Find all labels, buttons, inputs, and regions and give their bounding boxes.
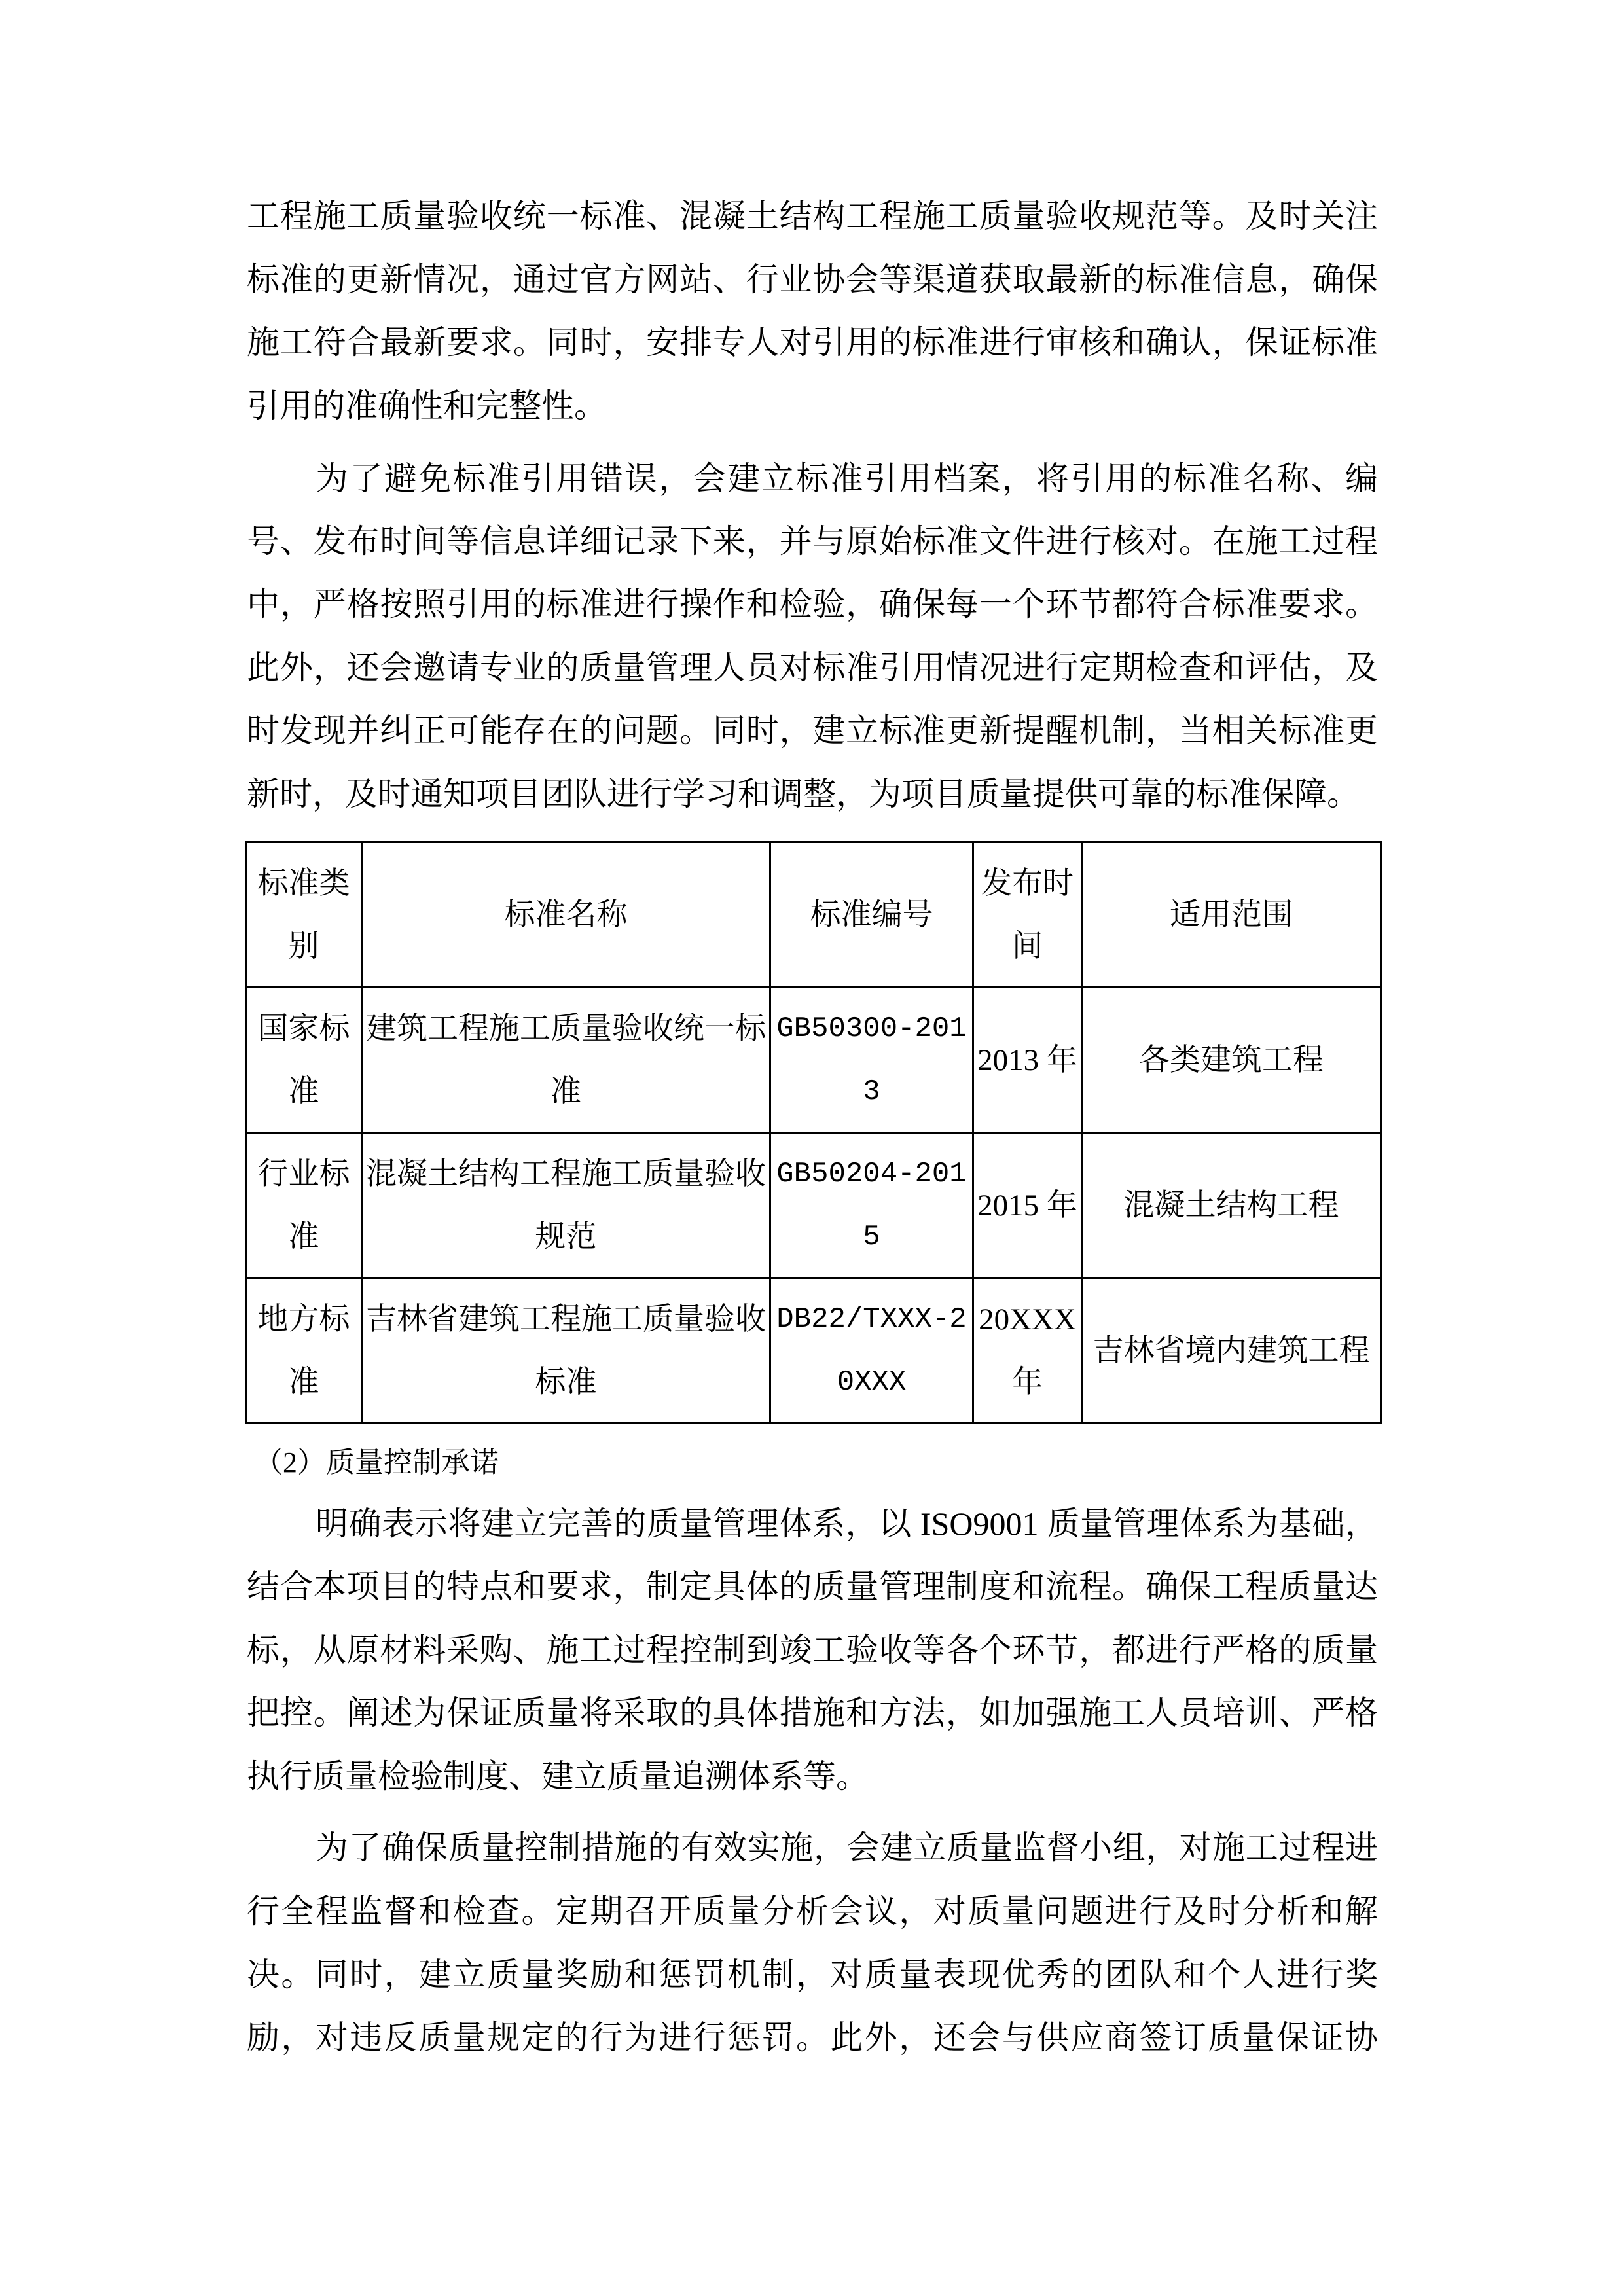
table-row bbox=[246, 1133, 1381, 1278]
cell-name: 吉林省建筑工程施工质量验收标准 bbox=[362, 1278, 770, 1424]
standards-table bbox=[245, 841, 1382, 1424]
cell-name: 建筑工程施工质量验收统一标准 bbox=[362, 988, 770, 1133]
paragraph-line: 行全程监督和检查。定期召开质量分析会议，对质量问题进行及时分析和解 bbox=[247, 1893, 1378, 1929]
paragraph-line: 励，对违反质量规定的行为进行惩罚。此外，还会与供应商签订质量保证协 bbox=[247, 2019, 1378, 2056]
paragraph-line: 结合本项目的特点和要求，制定具体的质量管理制度和流程。确保工程质量达 bbox=[247, 1568, 1378, 1605]
header-name: 标准名称 bbox=[362, 842, 770, 988]
paragraph-line: 施工符合最新要求。同时，安排专人对引用的标准进行审核和确认，保证标准 bbox=[247, 324, 1378, 361]
paragraph-line: 工程施工质量验收统一标准、混凝土结构工程施工质量验收规范等。及时关注 bbox=[247, 198, 1378, 234]
paragraph-line: 此外，还会邀请专业的质量管理人员对标准引用情况进行定期检查和评估，及 bbox=[247, 649, 1378, 686]
paragraph-line: 为了确保质量控制措施的有效实施，会建立质量监督小组，对施工过程进 bbox=[316, 1829, 1378, 1866]
table-row bbox=[246, 988, 1381, 1133]
header-category: 标准类别 bbox=[246, 842, 362, 988]
cell-category: 国家标准 bbox=[246, 988, 362, 1133]
table-header-row bbox=[246, 842, 1381, 988]
paragraph-line: 中，严格按照引用的标准进行操作和检验，确保每一个环节都符合标准要求。 bbox=[247, 586, 1378, 622]
cell-year: 2013 年 bbox=[973, 988, 1082, 1133]
paragraph-line: 明确表示将建立完善的质量管理体系，以 ISO9001 质量管理体系为基础， bbox=[316, 1505, 1378, 1542]
paragraph-line: 号、发布时间等信息详细记录下来，并与原始标准文件进行核对。在施工过程 bbox=[247, 523, 1378, 560]
paragraph-line: 新时，及时通知项目团队进行学习和调整，为项目质量提供可靠的标准保障。 bbox=[247, 776, 1360, 812]
paragraph-line: 执行质量检验制度、建立质量追溯体系等。 bbox=[247, 1758, 869, 1795]
header-scope: 适用范围 bbox=[1082, 842, 1381, 988]
cell-year: 2015 年 bbox=[973, 1133, 1082, 1278]
paragraph-line: 为了避免标准引用错误，会建立标准引用档案，将引用的标准名称、编 bbox=[316, 460, 1378, 497]
header-year: 发布时间 bbox=[973, 842, 1082, 988]
section-heading: （2）质量控制承诺 bbox=[254, 1446, 499, 1479]
cell-scope: 混凝土结构工程 bbox=[1082, 1133, 1381, 1278]
paragraph-line: 时发现并纠正可能存在的问题。同时，建立标准更新提醒机制，当相关标准更 bbox=[247, 712, 1378, 749]
cell-year: 20XXX 年 bbox=[973, 1278, 1082, 1424]
cell-category: 行业标准 bbox=[246, 1133, 362, 1278]
paragraph-line: 把控。阐述为保证质量将采取的具体措施和方法，如加强施工人员培训、严格 bbox=[247, 1695, 1378, 1731]
paragraph-line: 标，从原材料采购、施工过程控制到竣工验收等各个环节，都进行严格的质量 bbox=[247, 1632, 1378, 1668]
cell-scope: 各类建筑工程 bbox=[1082, 988, 1381, 1133]
paragraph-line: 决。同时，建立质量奖励和惩罚机制，对质量表现优秀的团队和个人进行奖 bbox=[247, 1956, 1378, 1993]
table-row bbox=[246, 1278, 1381, 1424]
cell-name: 混凝土结构工程施工质量验收规范 bbox=[362, 1133, 770, 1278]
paragraph-line: 引用的准确性和完整性。 bbox=[247, 387, 607, 424]
cell-code: GB50204-2015 bbox=[770, 1133, 973, 1278]
cell-code: GB50300-2013 bbox=[770, 988, 973, 1133]
cell-code: DB22/TXXX-20XXX bbox=[770, 1278, 973, 1424]
cell-category: 地方标准 bbox=[246, 1278, 362, 1424]
cell-scope: 吉林省境内建筑工程 bbox=[1082, 1278, 1381, 1424]
header-code: 标准编号 bbox=[770, 842, 973, 988]
paragraph-line: 标准的更新情况，通过官方网站、行业协会等渠道获取最新的标准信息，确保 bbox=[247, 261, 1378, 298]
